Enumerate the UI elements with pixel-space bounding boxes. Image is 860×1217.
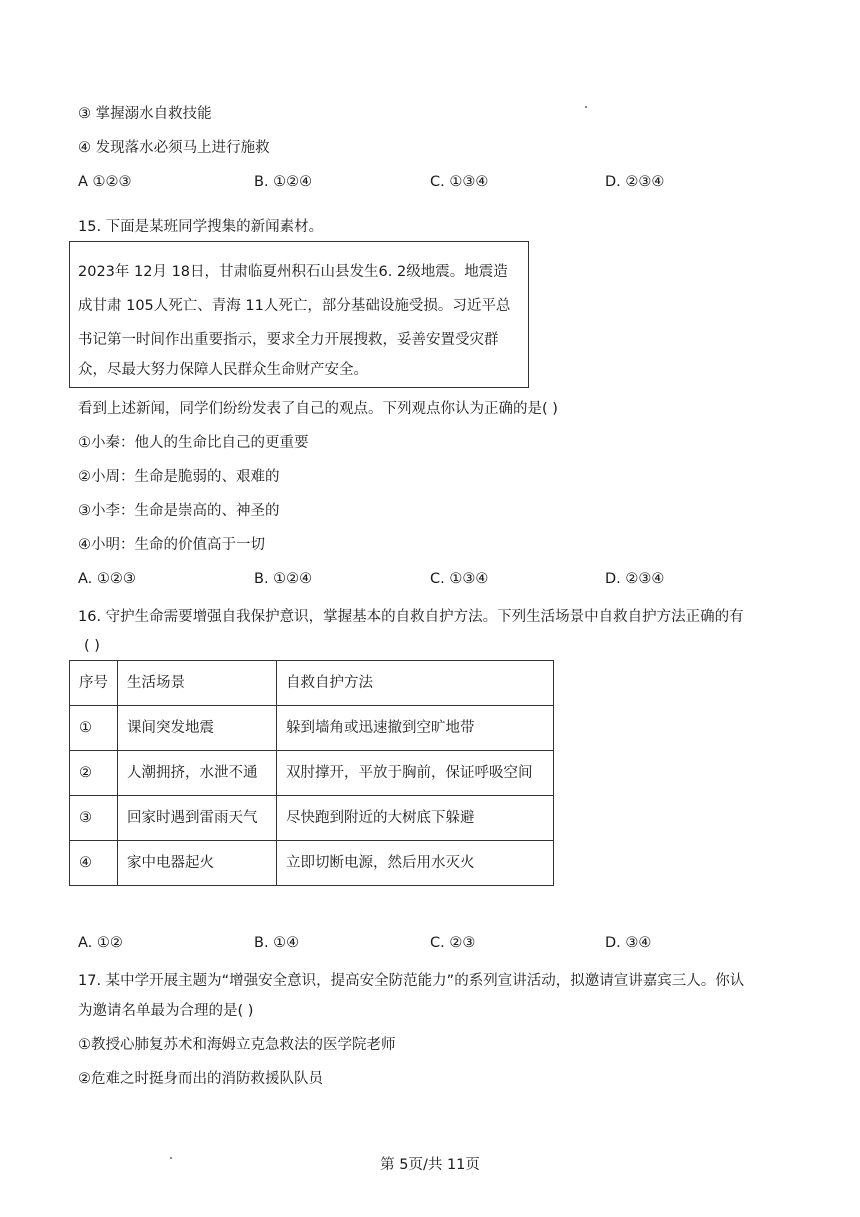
- q15-item-4: ④小明：生命的价值高于一切: [78, 537, 265, 553]
- q17-stem: 17. 某中学开展主题为“增强安全意识，提高安全防范能力”的系列宣讲活动，拟邀请宣讲嘉宾三人。你认: [78, 973, 745, 989]
- q15-option-d[interactable]: D. ②③④: [605, 571, 665, 587]
- q16-option-a[interactable]: A. ①②: [78, 935, 123, 951]
- table-cell: 家中电器起火: [118, 841, 277, 886]
- table-header: 生活场景: [118, 661, 277, 706]
- q16-option-b[interactable]: B. ①④: [254, 935, 300, 951]
- table-header-row: [70, 661, 554, 706]
- table-cell: 回家时遇到雷雨天气: [118, 796, 277, 841]
- q14-option-d[interactable]: D. ②③④: [605, 174, 665, 190]
- table-cell: 躲到墙角或迅速撤到空旷地带: [277, 706, 554, 751]
- q17-item-1: ①教授心肺复苏术和海姆立克急救法的医学院老师: [78, 1037, 396, 1053]
- q17-stem-line2: 为邀请名单最为合理的是( ): [78, 1003, 254, 1019]
- q14-item-3: ③ 掌握溺水自救技能: [78, 106, 212, 122]
- q16-stem-blank: ( ): [84, 638, 100, 654]
- q16-option-c[interactable]: C. ②③: [430, 935, 476, 951]
- table-cell: 人潮拥挤，水泄不通: [118, 751, 277, 796]
- news-line: 成甘肃 105人死亡、青海 11人死亡，部分基础设施受损。习近平总: [78, 298, 511, 314]
- table-cell: 课间突发地震: [118, 706, 277, 751]
- table-cell: 立即切断电源，然后用水灭火: [277, 841, 554, 886]
- q14-option-b[interactable]: B. ①②④: [254, 174, 313, 190]
- table-row: [70, 706, 554, 751]
- q15-stem: 15. 下面是某班同学搜集的新闻素材。: [78, 219, 324, 235]
- table-row: [70, 751, 554, 796]
- table-header: 自救自护方法: [277, 661, 554, 706]
- q15-option-a[interactable]: A. ①②③: [78, 571, 136, 587]
- table-row: [70, 841, 554, 886]
- table-cell: ②: [70, 751, 118, 796]
- table-header: 序号: [70, 661, 118, 706]
- q16-option-d[interactable]: D. ③④: [605, 935, 652, 951]
- safety-table: [69, 660, 554, 886]
- page-footer: 第 5页/共 11页: [380, 1157, 480, 1173]
- table-cell: ①: [70, 706, 118, 751]
- q15-option-c[interactable]: C. ①③④: [430, 571, 489, 587]
- q17-item-2: ②危难之时挺身而出的消防救援队队员: [78, 1071, 323, 1087]
- q15-option-b[interactable]: B. ①②④: [254, 571, 313, 587]
- q16-stem: 16. 守护生命需要增强自我保护意识，掌握基本的自救自护方法。下列生活场景中自救自护方法正确的有: [78, 609, 744, 625]
- news-line: 书记第一时间作出重要指示，要求全力开展搜救，妥善安置受灾群: [78, 332, 499, 348]
- q14-option-c[interactable]: C. ①③④: [430, 174, 489, 190]
- q15-question: 看到上述新闻，同学们纷纷发表了自己的观点。下列观点你认为正确的是( ): [78, 401, 558, 417]
- q14-option-a[interactable]: A ①②③: [78, 174, 132, 190]
- news-line: 2023年 12月 18日，甘肃临夏州积石山县发生6. 2级地震。地震造: [78, 264, 508, 280]
- table-cell: ④: [70, 841, 118, 886]
- q15-item-1: ①小秦：他人的生命比自己的更重要: [78, 435, 309, 451]
- news-box: [69, 241, 529, 388]
- table-cell: ③: [70, 796, 118, 841]
- table-row: [70, 796, 554, 841]
- q14-item-4: ④ 发现落水必须马上进行施救: [78, 140, 270, 156]
- news-line: 众，尽最大努力保障人民群众生命财产安全。: [78, 362, 368, 378]
- scan-dot: [585, 106, 587, 108]
- q15-item-3: ③小李：生命是崇高的、神圣的: [78, 503, 280, 519]
- table-cell: 双肘撑开，平放于胸前，保证呼吸空间: [277, 751, 554, 796]
- table-cell: 尽快跑到附近的大树底下躲避: [277, 796, 554, 841]
- q15-item-2: ②小周：生命是脆弱的、艰难的: [78, 469, 280, 485]
